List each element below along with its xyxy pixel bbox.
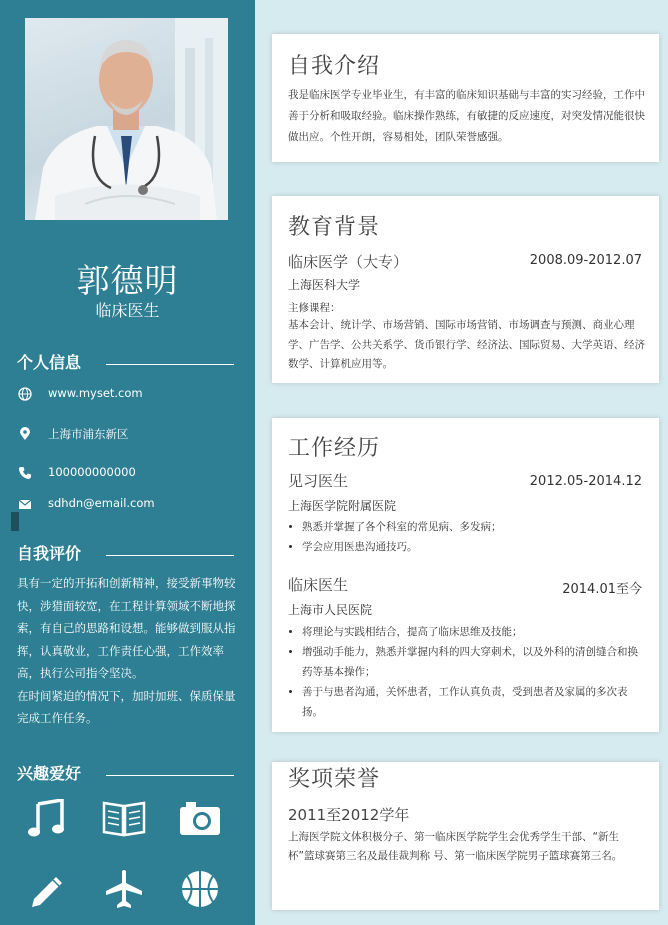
personal-info-heading: 个人信息 <box>17 353 82 372</box>
job-title: 临床医生 <box>288 576 349 594</box>
job-org: 上海医学院附属医院 <box>288 499 397 513</box>
intro-heading: 自我介绍 <box>288 54 381 79</box>
email-text[interactable]: sdhdn@email.com <box>48 496 155 510</box>
job-date: 2014.01至今 <box>562 582 642 597</box>
self-evaluation-text: 具有一定的开拓和创新精神，接受新事物较快，涉猎面较宽，在工程计算领域不断地探索，有自己的思路和设想。能够做到服从指挥，认真敬业，工作责任心强，工作效率高，执行公司指令坚决。 在时间紧迫的情况下，加时加班、保质保量完成工作任务。 <box>17 576 236 725</box>
education-school: 上海医科大学 <box>288 278 361 292</box>
job-date: 2012.05-2014.12 <box>529 474 642 489</box>
education-date: 2008.09-2012.07 <box>529 253 642 268</box>
intro-card <box>272 34 659 162</box>
music-note-icon <box>24 799 68 839</box>
address-text: 上海市浦东新区 <box>48 427 129 441</box>
location-pin-icon <box>18 427 32 441</box>
pencil-icon <box>26 869 70 909</box>
job-duties <box>288 622 648 722</box>
job-duties <box>288 517 648 557</box>
education-card <box>272 196 659 383</box>
duty-item: • 熟悉并掌握了各个科室的常见病、多发病； <box>302 517 648 537</box>
awards-card <box>272 762 659 910</box>
person-title: 临床医生 <box>95 301 160 320</box>
airplane-icon <box>102 869 146 909</box>
education-heading: 教育背景 <box>288 215 381 240</box>
sidebar <box>0 0 255 925</box>
awards-heading: 奖项荣誉 <box>288 767 381 792</box>
hobbies-divider <box>106 775 234 776</box>
website-text[interactable]: www.myset.com <box>48 386 143 400</box>
basketball-icon <box>178 869 222 909</box>
book-icon <box>102 799 146 839</box>
duty-item: • 增强动手能力，熟悉并掌握内科的四大穿刺术，以及外科的清创缝合和换药等基本操作； <box>302 642 648 682</box>
job-org: 上海市人民医院 <box>288 603 373 617</box>
awards-year: 2011至2012学年 <box>288 806 410 824</box>
self-evaluation-heading: 自我评价 <box>17 544 82 563</box>
duty-item: • 将理论与实践相结合，提高了临床思维及技能； <box>302 622 648 642</box>
personal-info-divider <box>106 364 234 365</box>
self-evaluation-divider <box>106 555 234 556</box>
scroll-marker <box>11 512 19 531</box>
phone-icon <box>18 466 32 480</box>
duty-item: • 善于与患者沟通，关怀患者，工作认真负责，受到患者及家属的多次表扬。 <box>302 682 648 722</box>
profile-photo <box>25 18 228 220</box>
mail-icon <box>18 497 32 511</box>
hobbies-heading: 兴趣爱好 <box>17 764 82 783</box>
work-heading: 工作经历 <box>288 436 381 461</box>
globe-icon <box>18 387 32 401</box>
education-degree: 临床医学（大专） <box>288 253 409 271</box>
camera-icon <box>178 799 222 839</box>
person-name: 郭德明 <box>76 261 179 300</box>
job-title: 见习医生 <box>288 472 349 490</box>
courses-label: 主修课程： <box>288 302 341 314</box>
courses-text: 基本会计、统计学、市场营销、国际市场营销、市场调查与预测、商业心理学、广告学、公共关系学、货币银行学、经济法、国际贸易、大学英语、经济数学、计算机应用等。 <box>288 319 645 370</box>
phone-text: 100000000000 <box>48 465 136 479</box>
duty-item: • 学会应用医患沟通技巧。 <box>302 537 648 557</box>
awards-text: 上海医学院文体积极分子、第一临床医学院学生会优秀学生干部、“新生杯”篮球赛第三名及最佳裁判称 号、第一临床医学院男子篮球赛第三名。 <box>288 831 623 862</box>
work-card <box>272 418 659 732</box>
intro-text: 我是临床医学专业毕业生，有丰富的临床知识基础与丰富的实习经验，工作中善于分析和吸取经验。临床操作熟练，有敏捷的反应速度，对突发情况能很快做出应。个性开朗，容易相处，团队荣誉感强。 <box>288 89 645 143</box>
